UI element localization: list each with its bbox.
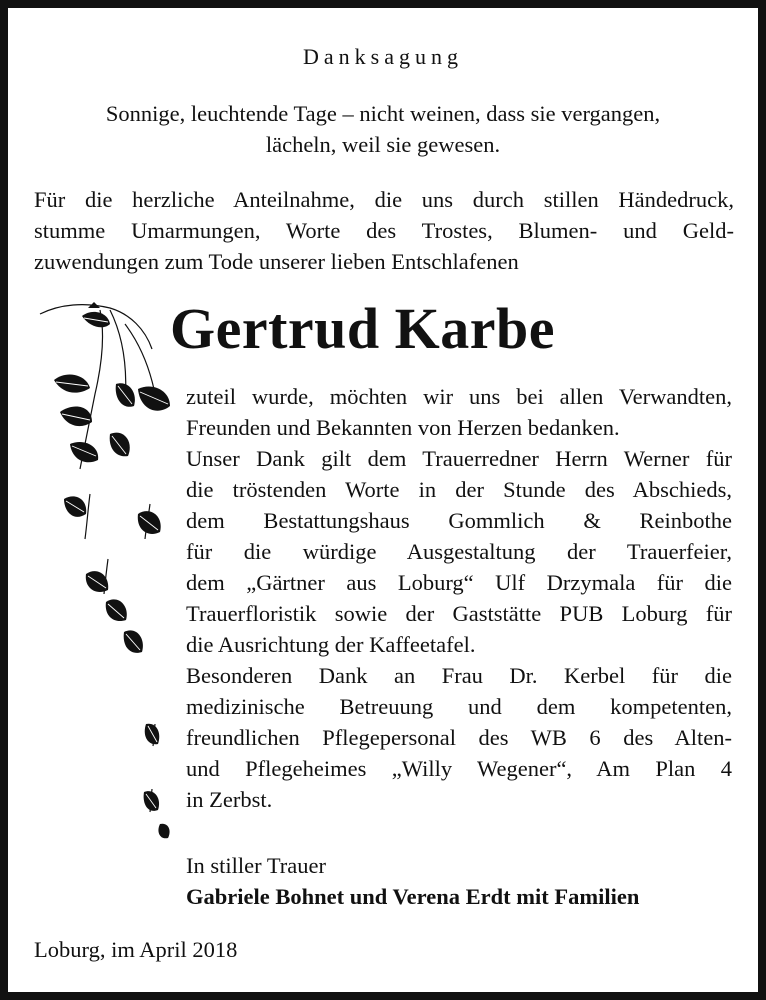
heading: Danksagung (303, 44, 463, 69)
body-line: für die würdige Ausgestaltung der Trauerfeier, (186, 539, 732, 564)
body-line: die tröstenden Worte in der Stunde des Abschieds, (186, 477, 732, 502)
intro-line: zuwendungen zum Tode unserer lieben Entschlafenen (34, 249, 519, 274)
intro-line: stumme Umarmungen, Worte des Trostes, Blumen- und Geld- (34, 218, 734, 243)
body-line: dem Bestattungshaus Gommlich & Reinbothe (186, 508, 732, 533)
intro-paragraph (34, 184, 734, 277)
intro-line: Für die herzliche Anteilnahme, die uns durch stillen Händedruck, (34, 187, 734, 212)
falling-birch-leaves-icon (30, 294, 180, 854)
body-line: Unser Dank gilt dem Trauerredner Herrn Werner für (186, 446, 732, 471)
motto-line: Sonnige, leuchtende Tage – nicht weinen, dass sie vergangen, (105, 101, 661, 126)
signature: Gabriele Bohnet und Verena Erdt mit Familien (186, 884, 640, 909)
body-line: freundlichen Pflegepersonal des WB 6 des Alten- (186, 725, 732, 750)
body-line: Besonderen Dank an Frau Dr. Kerbel für die (186, 663, 732, 688)
closing-block (186, 850, 732, 912)
body-line: dem „Gärtner aus Loburg“ Ulf Drzymala für die (186, 570, 732, 595)
body-line: Trauerfloristik sowie der Gaststätte PUB Loburg für (186, 601, 732, 626)
place-date: Loburg, im April 2018 (34, 937, 238, 962)
body-line: und Pflegeheimes „Willy Wegener“, Am Plan 4 (186, 756, 732, 781)
motto-line: lächeln, weil sie gewesen. (265, 132, 501, 157)
thanks-paragraph (186, 381, 732, 815)
closing-phrase: In stiller Trauer (186, 853, 326, 878)
body-line: zuteil wurde, möchten wir uns bei allen Verwandten, (186, 384, 732, 409)
body-line: Freunden und Bekannten von Herzen bedanken. (186, 415, 620, 440)
body-line: medizinische Betreuung und dem kompetenten, (186, 694, 732, 719)
deceased-name: Gertrud Karbe (170, 296, 556, 361)
motto (8, 98, 758, 160)
body-line: die Ausrichtung der Kaffeetafel. (186, 632, 476, 657)
body-line: in Zerbst. (186, 787, 273, 812)
